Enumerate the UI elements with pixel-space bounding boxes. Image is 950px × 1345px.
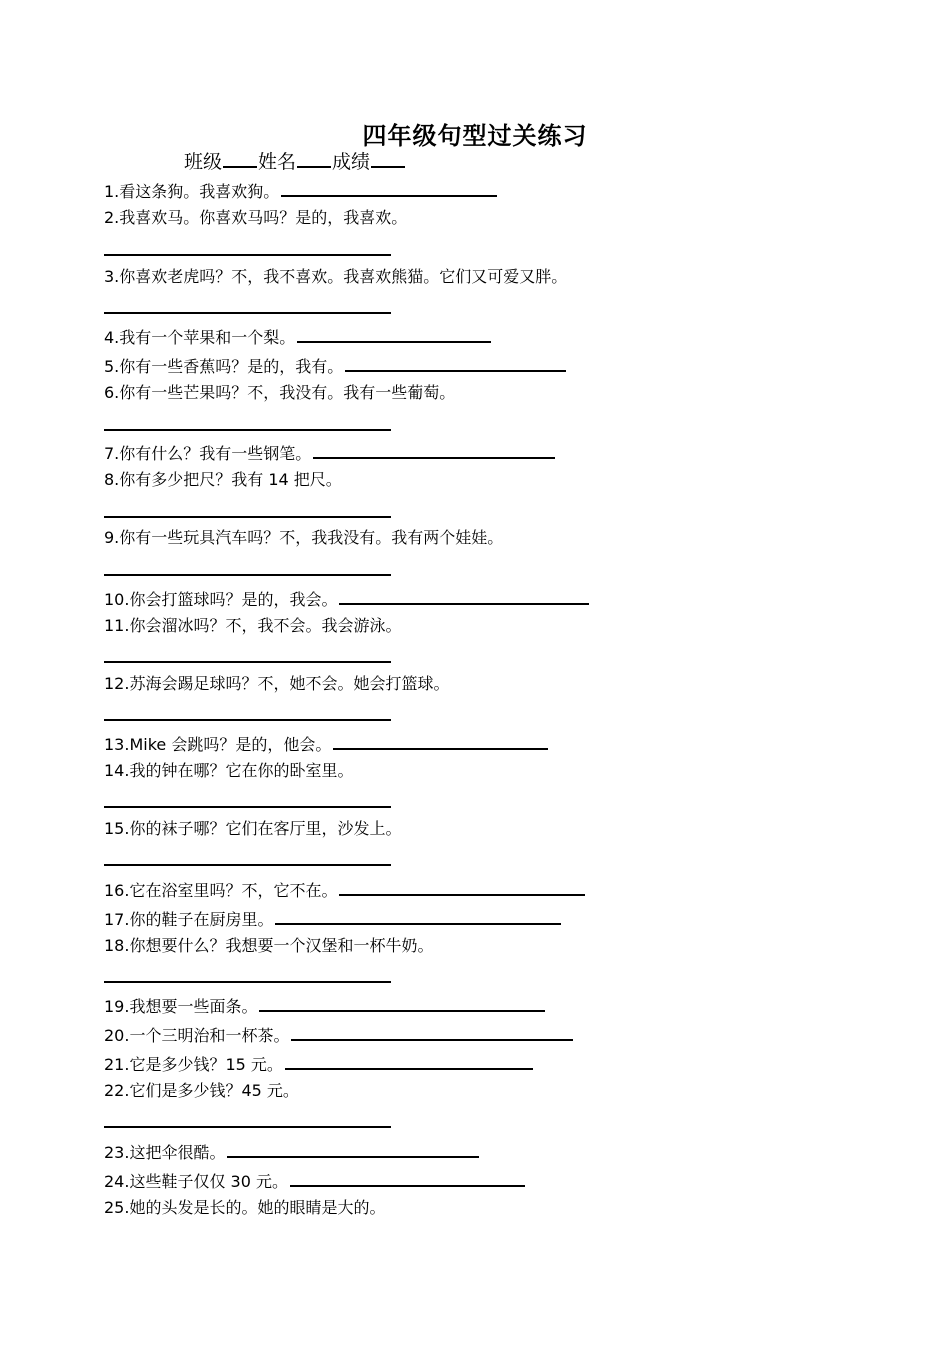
question-text: 4.我有一个苹果和一个梨。: [104, 328, 296, 347]
answer-line[interactable]: [104, 806, 391, 808]
question-text: 15.你的袜子哪？它们在客厅里，沙发上。: [104, 819, 402, 838]
question-text: 12.苏海会踢足球吗？不，她不会。她会打篮球。: [104, 674, 450, 693]
question-16: [104, 877, 585, 902]
question-22: [104, 1080, 299, 1102]
answer-line[interactable]: [291, 1022, 573, 1041]
question-text: 6.你有一些芒果吗？不，我没有。我有一些葡萄。: [104, 383, 456, 402]
question-text: 21.它是多少钱？15 元。: [104, 1055, 283, 1074]
answer-line[interactable]: [275, 906, 561, 925]
question-text: 9.你有一些玩具汽车吗？不，我我没有。我有两个娃娃。: [104, 528, 504, 547]
answer-line[interactable]: [104, 981, 391, 983]
score-label: 成绩: [332, 151, 371, 173]
question-11: [104, 615, 401, 637]
question-text: 2.我喜欢马。你喜欢马吗？是的，我喜欢。: [104, 208, 408, 227]
class-blank[interactable]: [223, 148, 257, 168]
question-text: 20.一个三明治和一杯茶。: [104, 1026, 290, 1045]
answer-line[interactable]: [281, 178, 497, 197]
answer-line[interactable]: [104, 719, 391, 721]
answer-line[interactable]: [104, 574, 391, 576]
question-15: [104, 818, 401, 840]
question-13: [104, 731, 548, 756]
question-6: [104, 382, 455, 404]
question-text: 22.它们是多少钱？45 元。: [104, 1081, 299, 1100]
answer-line[interactable]: [104, 429, 391, 431]
question-text: 11.你会溜冰吗？不，我不会。我会游泳。: [104, 616, 402, 635]
question-text: 5.你有一些香蕉吗？是的，我有。: [104, 357, 344, 376]
answer-line[interactable]: [333, 731, 548, 750]
answer-line[interactable]: [104, 254, 391, 256]
answer-line[interactable]: [339, 586, 589, 605]
answer-line[interactable]: [297, 324, 491, 343]
answer-line[interactable]: [285, 1051, 533, 1070]
student-info-row: [184, 147, 406, 174]
question-text: 14.我的钟在哪？它在你的卧室里。: [104, 761, 354, 780]
question-text: 19.我想要一些面条。: [104, 997, 258, 1016]
answer-line[interactable]: [104, 516, 391, 518]
question-25: [104, 1197, 385, 1219]
answer-line[interactable]: [259, 993, 545, 1012]
question-20: [104, 1022, 573, 1047]
answer-line[interactable]: [104, 864, 391, 866]
question-9: [104, 527, 503, 549]
question-text: 16.它在浴室里吗？不，它不在。: [104, 881, 338, 900]
question-text: 3.你喜欢老虎吗？不，我不喜欢。我喜欢熊猫。它们又可爱又胖。: [104, 267, 568, 286]
answer-line[interactable]: [345, 353, 566, 372]
answer-line[interactable]: [104, 312, 391, 314]
question-12: [104, 673, 449, 695]
question-text: 18.你想要什么？我想要一个汉堡和一杯牛奶。: [104, 936, 434, 955]
answer-line[interactable]: [290, 1168, 525, 1187]
question-text: 25.她的头发是长的。她的眼睛是大的。: [104, 1198, 386, 1217]
question-text: 17.你的鞋子在厨房里。: [104, 910, 274, 929]
question-23: [104, 1139, 479, 1164]
question-text: 10.你会打篮球吗？是的，我会。: [104, 590, 338, 609]
question-text: 24.这些鞋子仅仅 30 元。: [104, 1172, 288, 1191]
question-text: 8.你有多少把尺？我有 14 把尺。: [104, 470, 342, 489]
question-text: 1.看这条狗。我喜欢狗。: [104, 182, 280, 201]
question-7: [104, 440, 555, 465]
question-18: [104, 935, 433, 957]
page-title: 四年级句型过关练习: [362, 121, 588, 150]
question-5: [104, 353, 566, 378]
answer-line[interactable]: [104, 1126, 391, 1128]
score-blank[interactable]: [371, 148, 405, 168]
answer-line[interactable]: [104, 661, 391, 663]
question-10: [104, 586, 589, 611]
question-14: [104, 760, 353, 782]
question-8: [104, 469, 342, 491]
answer-line[interactable]: [227, 1139, 479, 1158]
question-text: 13.Mike 会跳吗？是的，他会。: [104, 735, 332, 754]
name-blank[interactable]: [297, 148, 331, 168]
question-3: [104, 266, 567, 288]
question-21: [104, 1051, 533, 1076]
question-text: 7.你有什么？我有一些钢笔。: [104, 444, 312, 463]
question-24: [104, 1168, 525, 1193]
question-19: [104, 993, 545, 1018]
name-label: 姓名: [258, 151, 297, 173]
question-1: [104, 178, 497, 203]
answer-line[interactable]: [339, 877, 585, 896]
question-2: [104, 207, 407, 229]
class-label: 班级: [184, 151, 223, 173]
question-17: [104, 906, 561, 931]
answer-line[interactable]: [313, 440, 555, 459]
question-text: 23.这把伞很酷。: [104, 1143, 226, 1162]
question-4: [104, 324, 491, 349]
